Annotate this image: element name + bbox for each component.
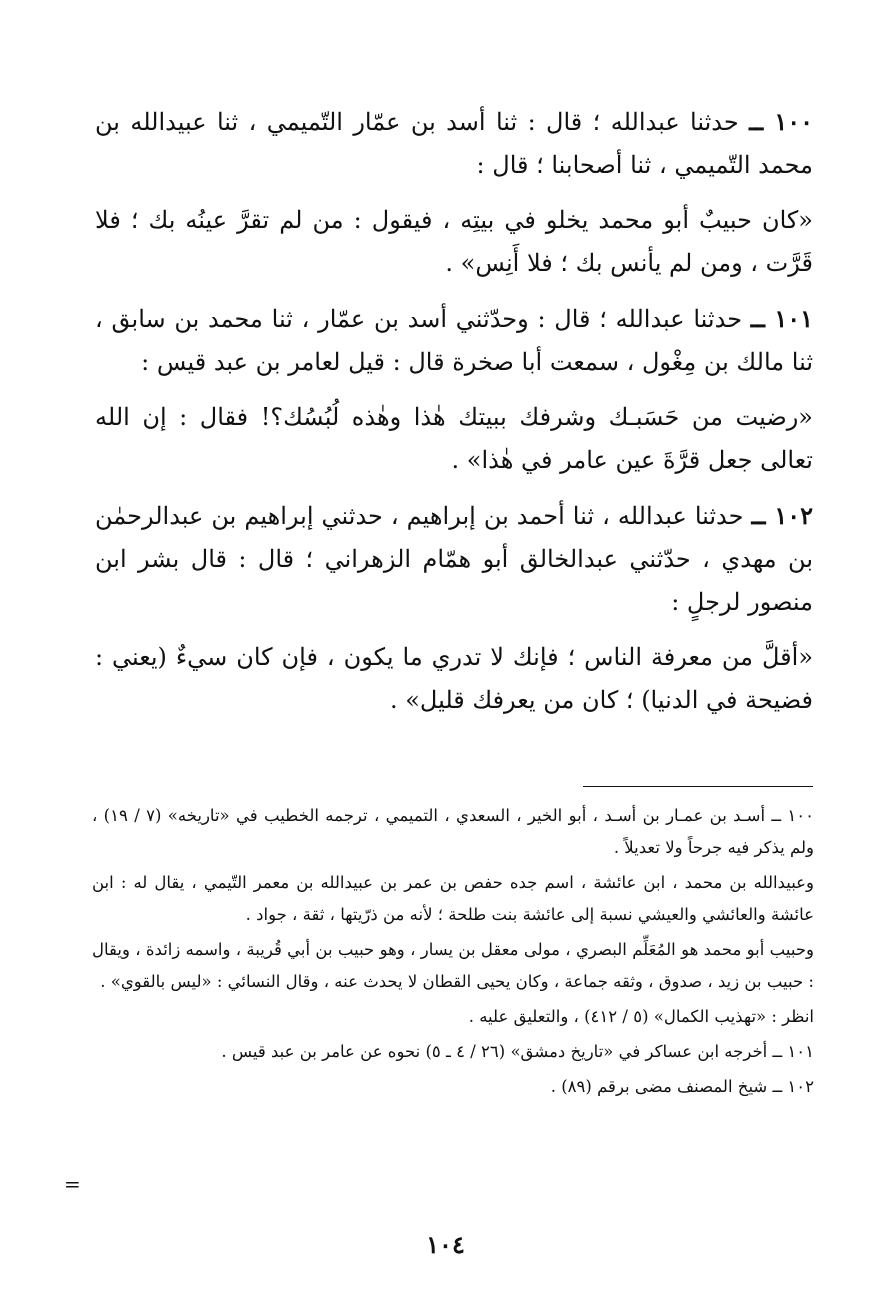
paragraph-text: حدثنا عبدالله ؛ قال : وحدّثني أسد بن عمّار ، ثنا محمد بن سابق ، ثنا مالك بن مِغْول ، سمعت أبا صخرة قال : قيل لعامر بن عبد قيس : [95, 305, 813, 376]
paragraph [95, 100, 813, 187]
paragraph-text: «رضيت من حَسَبـك وشرفك ببيتك هٰذا وهٰذه لُبُسُك؟! فقال : إن الله تعالى جعل قرَّةَ عين عامر في هٰذا» . [95, 403, 813, 474]
paragraph [95, 494, 813, 624]
paragraph [95, 199, 813, 285]
paragraph [95, 396, 813, 482]
footnote: ١٠٢ ــ شيخ المصنف مضى برقم (٨٩) . [550, 1077, 814, 1096]
paragraph-text: «أقلَّ من معرفة الناس ؛ فإنك لا تدري ما يكون ، فإن كان سيءٌ (يعني : فضيحة في الدنيا) ؛ كان من يعرفك قليل» . [95, 643, 813, 714]
footnote: وعبيدالله بن محمد ، ابن عائشة ، اسم جده حفص بن عمر بن عبيدالله بن معمر التّيمي ، يقال له : ابن عائشة والعائشي والعيشي نسبة إلى عائشة بنت طلحة ؛ لأنه من ذرّيتها ، ثقة ، جواد . [92, 873, 814, 924]
paragraph [95, 297, 813, 384]
footnote: انظر : «تهذيب الكمال» (٥ / ٤١٢) ، والتعليق عليه . [468, 1007, 814, 1026]
hadith-number: ١٠٢ ــ [751, 501, 814, 530]
hadith-number: ١٠٠ ــ [749, 107, 813, 136]
footnotes [92, 800, 814, 1106]
paragraph [95, 636, 813, 722]
footnote-divider [583, 786, 813, 787]
paragraph-text: حدثنا عبدالله ، ثنا أحمد بن إبراهيم ، حدثني إبراهيم بن عبدالرحمٰن بن مهدي ، حدّثني عبدالخالق أبو همّام الزهراني ؛ قال : قال بشر ابن منصور لرجلٍ : [95, 502, 813, 616]
page-number: ١٠٤ [426, 1230, 465, 1259]
continuation-mark: = [64, 1172, 81, 1196]
main-text [95, 100, 813, 734]
hadith-number: ١٠١ ــ [750, 304, 813, 333]
footnote: ١٠٠ ــ أسـد بن عمـار بن أسـد ، أبو الخير ، السعدي ، التميمي ، ترجمه الخطيب في «تاريخه» (٧ / ١٩) ، ولم يذكر فيه جرحاً ولا تعديلاً . [92, 806, 815, 857]
paragraph-text: حدثنا عبدالله ؛ قال : ثنا أسد بن عمّار التّميمي ، ثنا عبيدالله بن محمد التّميمي ، ثنا أصحابنا ؛ قال : [95, 108, 813, 179]
paragraph-text: «كان حبيبٌ أبو محمد يخلو في بيتِه ، فيقول : من لم تقرَّ عينُه بك ؛ فلا قَرَّت ، ومن لم يأنس بك ؛ فلا أَنِس» . [95, 206, 813, 277]
footnote: وحبيب أبو محمد هو المُعَلِّم البصري ، مولى معقل بن يسار ، وهو حبيب بن أبي قُريبة ، واسمه زائدة ، ويقال : حبيب بن زيد ، صدوق ، وثقه جماعة ، وكان يحيى القطان لا يحدث عنه ، وقال النسائي : «ليس بالقوي» . [92, 940, 814, 991]
footnote: ١٠١ ــ أخرجه ابن عساكر في «تاريخ دمشق» (٢٦ / ٤ ـ ٥) نحوه عن عامر بن عبد قيس . [221, 1042, 814, 1061]
